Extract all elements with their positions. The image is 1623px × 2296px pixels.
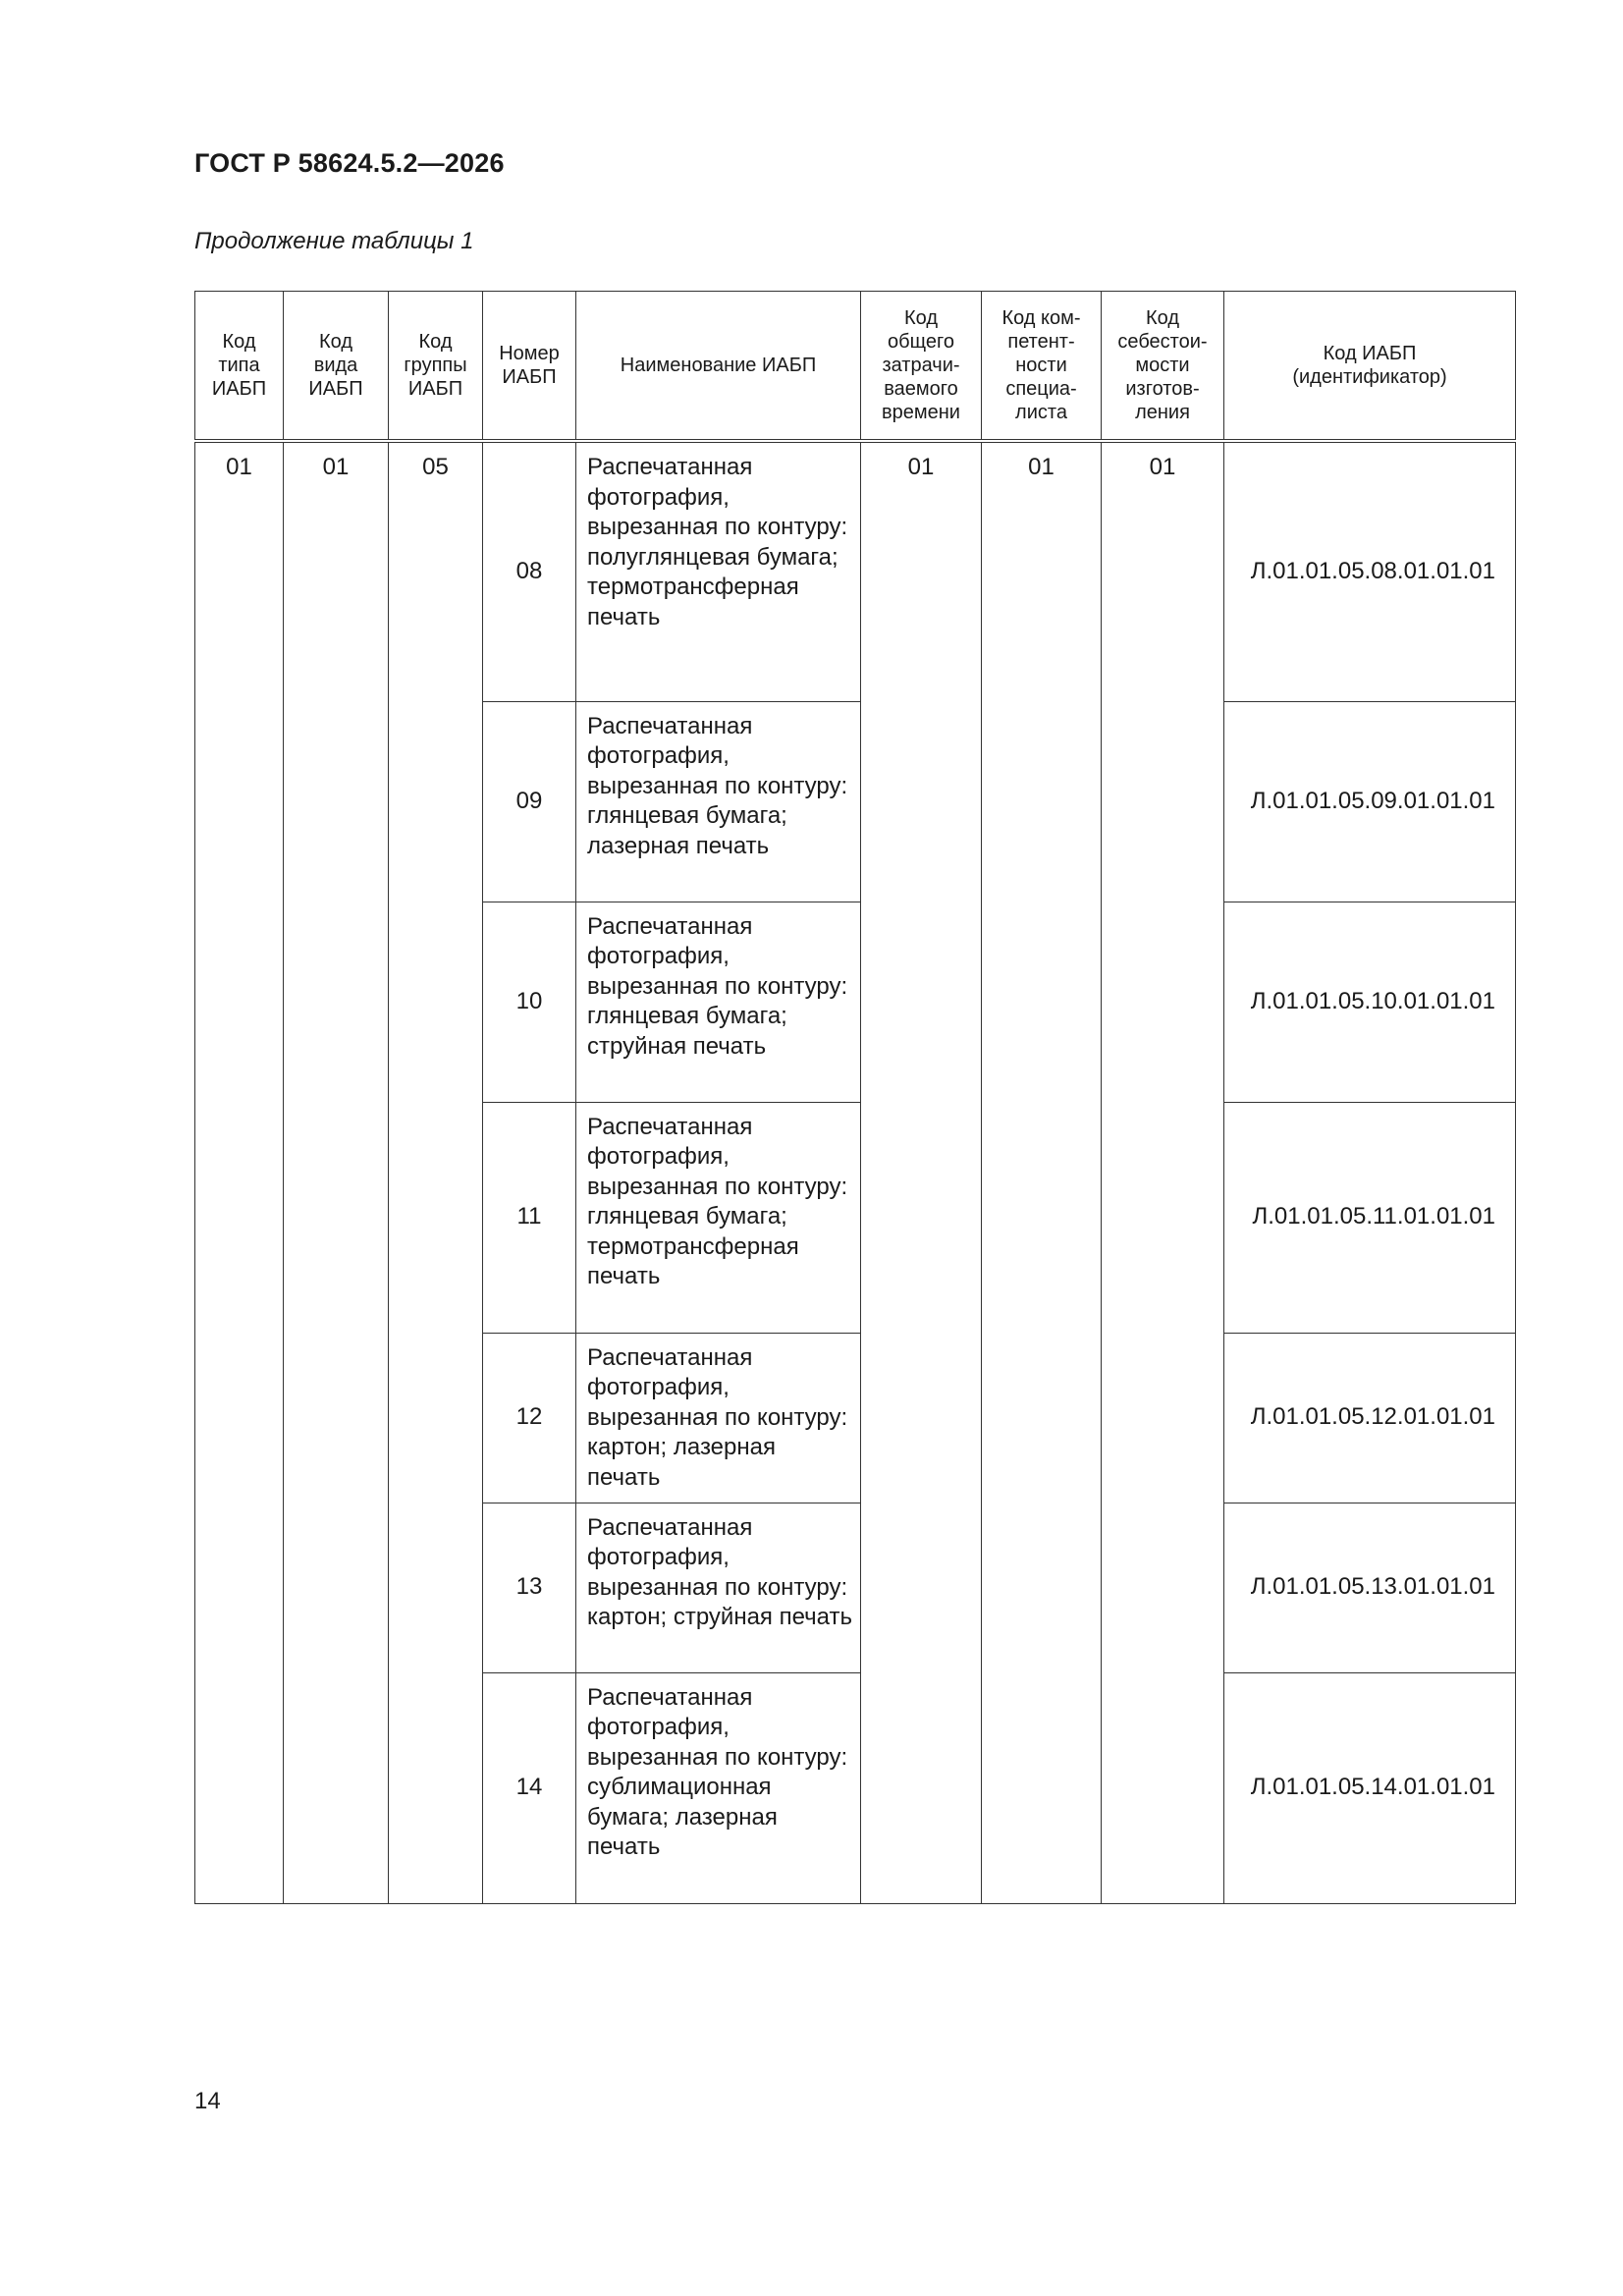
identifier-cell: Л.01.01.05.11.01.01.01 [1224,1102,1516,1333]
identifier-cell: Л.01.01.05.10.01.01.01 [1224,902,1516,1102]
name-cell: Распечатанная фотография, вырезанная по контуру: полуглянцевая бумага; термотрансферная печать [576,441,861,701]
col-header-time-code: Код общего затрачи- ваемого времени [861,292,982,442]
col-header-group-code: Код группы ИАБП [389,292,483,442]
identifier-cell: Л.01.01.05.12.01.01.01 [1224,1333,1516,1503]
kind-code-cell: 01 [284,441,389,1903]
number-cell: 10 [483,902,576,1102]
number-cell: 09 [483,701,576,902]
identifier-cell: Л.01.01.05.14.01.01.01 [1224,1672,1516,1903]
col-header-cost-code: Код себестои- мости изготов- ления [1102,292,1224,442]
document-code: ГОСТ Р 58624.5.2—2026 [194,148,505,178]
col-header-competence-code: Код ком- петент- ности специа- листа [982,292,1102,442]
number-cell: 08 [483,441,576,701]
type-code-cell: 01 [195,441,284,1903]
name-cell: Распечатанная фотография, вырезанная по контуру: картон; струйная печать [576,1503,861,1672]
name-cell: Распечатанная фотография, вырезанная по контуру: картон; лазерная печать [576,1333,861,1503]
number-cell: 11 [483,1102,576,1333]
col-header-identifier: Код ИАБП (идентификатор) [1224,292,1516,442]
name-cell: Распечатанная фотография, вырезанная по контуру: глянцевая бумага; термотрансферная печать [576,1102,861,1333]
number-cell: 14 [483,1672,576,1903]
iabp-table [194,291,1516,1904]
identifier-cell: Л.01.01.05.08.01.01.01 [1224,441,1516,701]
name-cell: Распечатанная фотография, вырезанная по контуру: сублимационная бумага; лазерная печать [576,1672,861,1903]
number-cell: 13 [483,1503,576,1672]
time-code-cell: 01 [861,441,982,1903]
table-row [195,441,1516,701]
identifier-cell: Л.01.01.05.09.01.01.01 [1224,701,1516,902]
competence-code-cell: 01 [982,441,1102,1903]
name-cell: Распечатанная фотография, вырезанная по контуру: глянцевая бумага; струйная печать [576,902,861,1102]
col-header-name: Наименование ИАБП [576,292,861,442]
table-continuation-caption: Продолжение таблицы 1 [194,228,474,254]
page-number: 14 [194,2088,221,2114]
number-cell: 12 [483,1333,576,1503]
cost-code-cell: 01 [1102,441,1224,1903]
group-code-cell: 05 [389,441,483,1903]
col-header-number: Номер ИАБП [483,292,576,442]
col-header-kind-code: Код вида ИАБП [284,292,389,442]
col-header-type-code: Код типа ИАБП [195,292,284,442]
table-header-row [195,292,1516,442]
name-cell: Распечатанная фотография, вырезанная по контуру: глянцевая бумага; лазерная печать [576,701,861,902]
identifier-cell: Л.01.01.05.13.01.01.01 [1224,1503,1516,1672]
